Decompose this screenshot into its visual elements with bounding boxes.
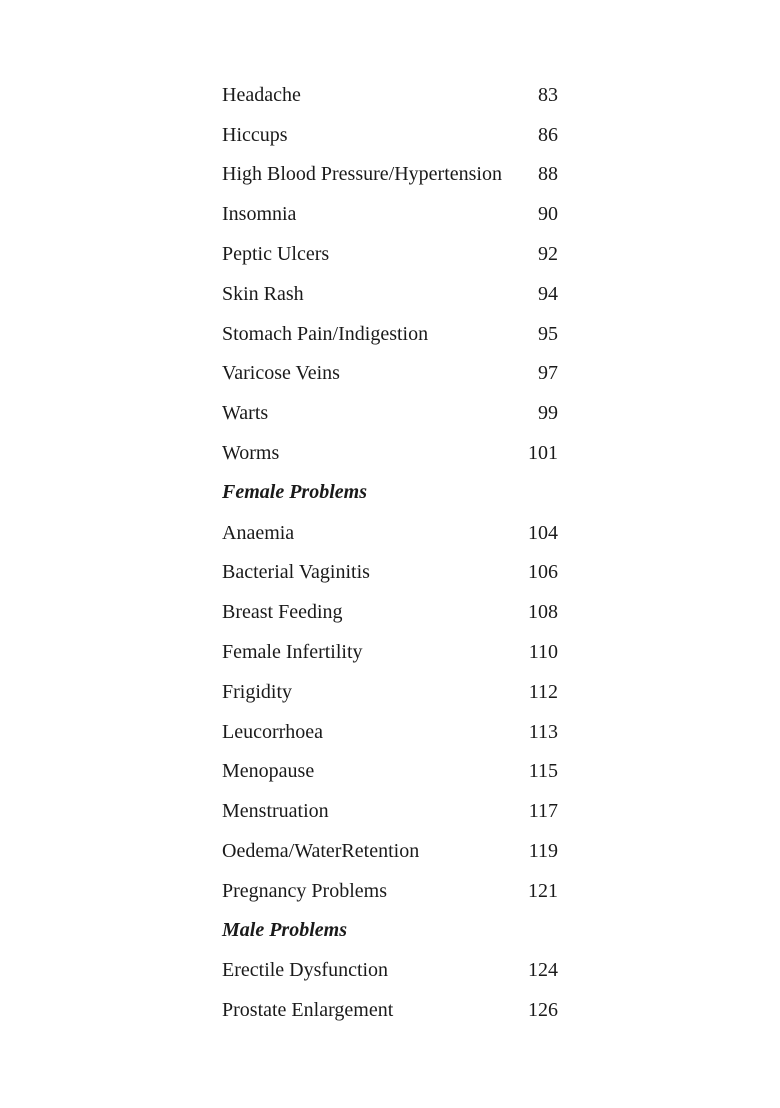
toc-entry — [222, 712, 562, 752]
toc-entry-title: Leucorrhoea — [222, 720, 324, 743]
toc-entry-title: Bacterial Vaginitis — [222, 561, 370, 584]
toc-entry — [222, 115, 562, 155]
toc-entry-page-number: 92 — [538, 243, 558, 266]
toc-entry-page-number: 99 — [538, 402, 558, 425]
toc-section-heading: Male Problems — [222, 919, 347, 942]
toc-entry — [222, 871, 562, 911]
toc-entry-title: Headache — [222, 83, 301, 106]
toc-entry — [222, 433, 562, 473]
toc-entry-title: Erectile Dysfunction — [222, 959, 389, 982]
toc-entry-page-number: 110 — [528, 641, 558, 664]
toc-entry — [222, 632, 562, 672]
toc-entry-page-number: 124 — [528, 959, 558, 982]
toc-entry-page-number: 90 — [538, 203, 558, 226]
toc-entry-title: Pregnancy Problems — [222, 879, 387, 902]
toc-entry — [222, 553, 562, 593]
toc-entry — [222, 990, 562, 1030]
toc-entry-page-number: 83 — [538, 83, 558, 106]
toc-entry — [222, 354, 562, 394]
toc-entry-page-number: 88 — [538, 163, 558, 186]
toc-entry-title: High Blood Pressure/Hypertension — [222, 163, 502, 186]
toc-entry — [222, 194, 562, 234]
toc-entry-title: Menopause — [222, 760, 315, 783]
toc-entry-title: Skin Rash — [222, 282, 304, 305]
table-of-contents — [222, 75, 562, 1030]
toc-section-heading: Female Problems — [222, 481, 367, 504]
toc-entry-page-number: 108 — [528, 601, 558, 624]
toc-entry — [222, 234, 562, 274]
toc-entry-title: Worms — [222, 442, 280, 465]
toc-entry-title: Menstruation — [222, 800, 329, 823]
toc-entry-title: Anaemia — [222, 521, 295, 544]
toc-entry — [222, 951, 562, 991]
toc-entry-title: Prostate Enlargement — [222, 999, 394, 1022]
toc-entry — [222, 592, 562, 632]
toc-entry — [222, 393, 562, 433]
toc-entry-page-number: 115 — [528, 760, 558, 783]
toc-entry-title: Warts — [222, 402, 269, 425]
toc-entry — [222, 274, 562, 314]
toc-entry-title: Insomnia — [222, 203, 297, 226]
toc-entry-page-number: 113 — [528, 720, 558, 743]
toc-entry — [222, 314, 562, 354]
toc-entry-page-number: 106 — [528, 561, 558, 584]
toc-entry-page-number: 112 — [528, 680, 558, 703]
toc-entry — [222, 791, 562, 831]
toc-entry-page-number: 95 — [538, 322, 558, 345]
toc-entry — [222, 752, 562, 792]
toc-entry — [222, 831, 562, 871]
toc-entry-title: Oedema/WaterRetention — [222, 840, 420, 863]
toc-entry-page-number: 94 — [538, 282, 558, 305]
toc-entry-page-number: 121 — [528, 879, 558, 902]
toc-entry — [222, 672, 562, 712]
toc-entry-title: Frigidity — [222, 680, 293, 703]
toc-entry — [222, 75, 562, 115]
toc-entry-page-number: 97 — [538, 362, 558, 385]
toc-entry-title: Female Infertility — [222, 641, 363, 664]
toc-entry-page-number: 126 — [528, 999, 558, 1022]
toc-entry-page-number: 101 — [528, 442, 558, 465]
toc-entry-title: Breast Feeding — [222, 601, 343, 624]
toc-entry — [222, 155, 562, 195]
toc-entry-title: Peptic Ulcers — [222, 243, 330, 266]
toc-entry-page-number: 86 — [538, 123, 558, 146]
toc-entry — [222, 513, 562, 553]
toc-entry-title: Varicose Veins — [222, 362, 340, 385]
toc-entry-title: Stomach Pain/Indigestion — [222, 322, 429, 345]
toc-entry-title: Hiccups — [222, 123, 288, 146]
toc-entry-page-number: 119 — [528, 840, 558, 863]
toc-entry-page-number: 117 — [528, 800, 558, 823]
toc-entry-page-number: 104 — [528, 521, 558, 544]
